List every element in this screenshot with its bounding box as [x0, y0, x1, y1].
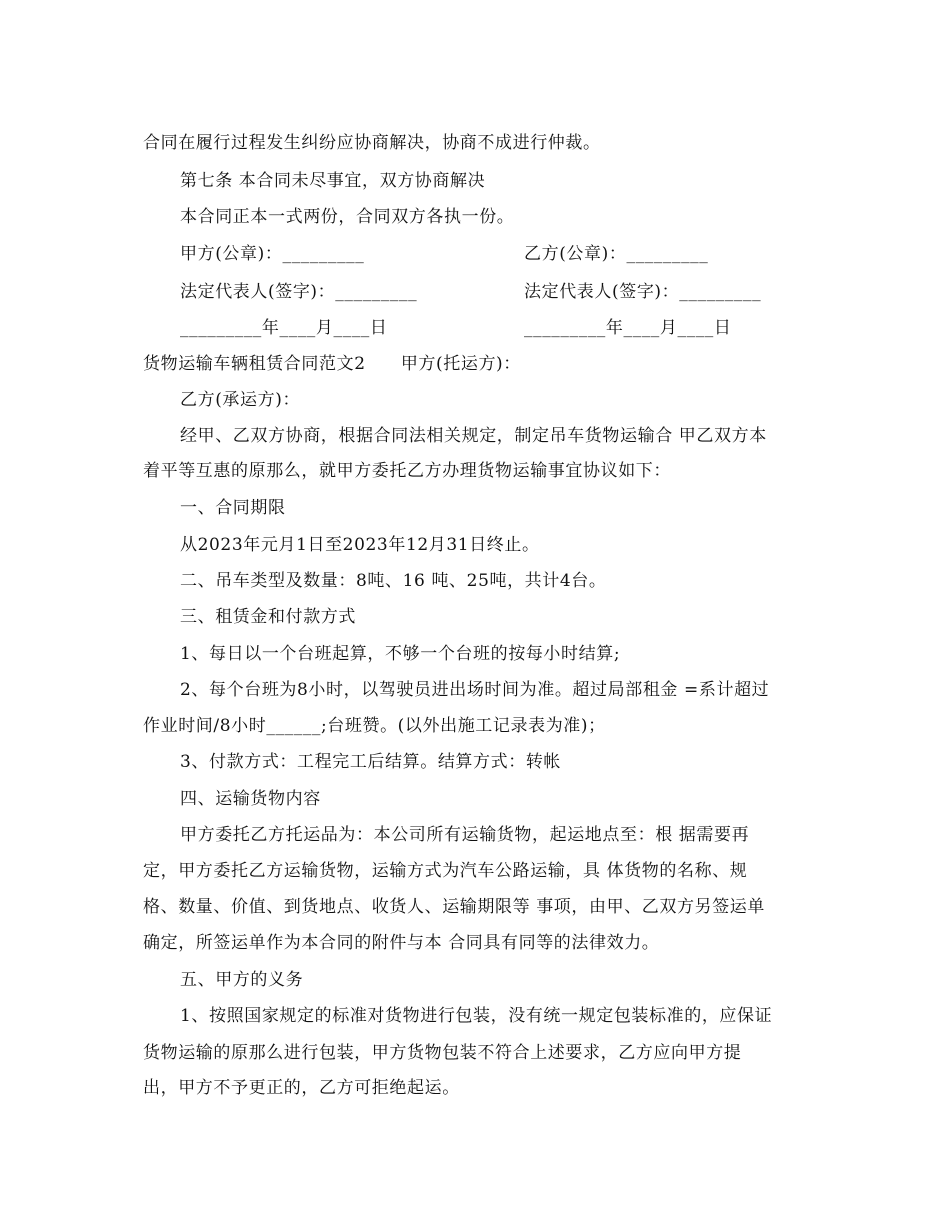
paragraph-line: 二、吊车类型及数量：8吨、16 吨、25吨，共计4台。	[180, 571, 607, 591]
party-a-representative: 法定代表人(签字)：_________	[180, 282, 418, 302]
paragraph-line: 3、付款方式：工程完工后结算。结算方式：转帐	[180, 752, 562, 772]
paragraph-line: 合同在履行过程发生纠纷应协商解决，协商不成进行仲裁。	[143, 133, 601, 153]
paragraph-line: 货物运输的原那么进行包装，甲方货物包装不符合上述要求，乙方应向甲方提	[143, 1043, 742, 1063]
paragraph-line: 1、每日以一个台班起算，不够一个台班的按每小时结算;	[180, 644, 621, 664]
paragraph-line: 乙方(承运方)：	[180, 390, 301, 410]
document-section-title: 货物运输车辆租赁合同范文2 甲方(托运方)：	[143, 354, 521, 374]
paragraph-line: 着平等互惠的原那么，就甲方委托乙方办理货物运输事宜协议如下：	[143, 461, 671, 481]
paragraph-line: 本合同正本一式两份，合同双方各执一份。	[180, 207, 515, 227]
section-heading: 四、运输货物内容	[180, 789, 321, 809]
paragraph-line: 经甲、乙双方协商，根据合同法相关规定，制定吊车货物运输合 甲乙双方本	[180, 426, 767, 446]
section-heading: 一、合同期限	[180, 498, 286, 518]
paragraph-line: 格、数量、价值、到货地点、收货人、运输期限等 事项，由甲、乙双方另签运单	[143, 897, 766, 917]
party-b-date: _________年____月____日	[524, 318, 732, 338]
paragraph-line: 定，甲方委托乙方运输货物，运输方式为汽车公路运输，具 体货物的名称、规	[143, 861, 748, 881]
paragraph-line: 作业时间/8小时______;台班赞。(以外出施工记录表为准)；	[143, 716, 606, 736]
section-heading: 五、甲方的义务	[180, 970, 304, 990]
article-heading: 第七条 本合同未尽事宜，双方协商解决	[180, 171, 486, 191]
party-a-seal: 甲方(公章)：_________	[180, 244, 365, 264]
paragraph-line: 从2023年元月1日至2023年12月31日终止。	[180, 535, 540, 555]
paragraph-line: 1、按照国家规定的标准对货物进行包装，没有统一规定包装标准的，应保证	[180, 1006, 773, 1026]
paragraph-line: 出，甲方不予更正的，乙方可拒绝起运。	[143, 1078, 460, 1098]
party-b-representative: 法定代表人(签字)：_________	[524, 282, 762, 302]
paragraph-line: 确定，所签运单作为本合同的附件与本 合同具有同等的法律效力。	[143, 933, 660, 953]
paragraph-line: 2、每个台班为8小时，以驾驶员进出场时间为准。超过局部租金 =系计超过	[180, 680, 770, 700]
paragraph-line: 甲方委托乙方托运品为：本公司所有运输货物，起运地点至：根 据需要再	[180, 825, 750, 845]
party-a-date: _________年____月____日	[180, 318, 388, 338]
section-heading: 三、租赁金和付款方式	[180, 607, 356, 627]
party-b-seal: 乙方(公章)：_________	[524, 244, 709, 264]
